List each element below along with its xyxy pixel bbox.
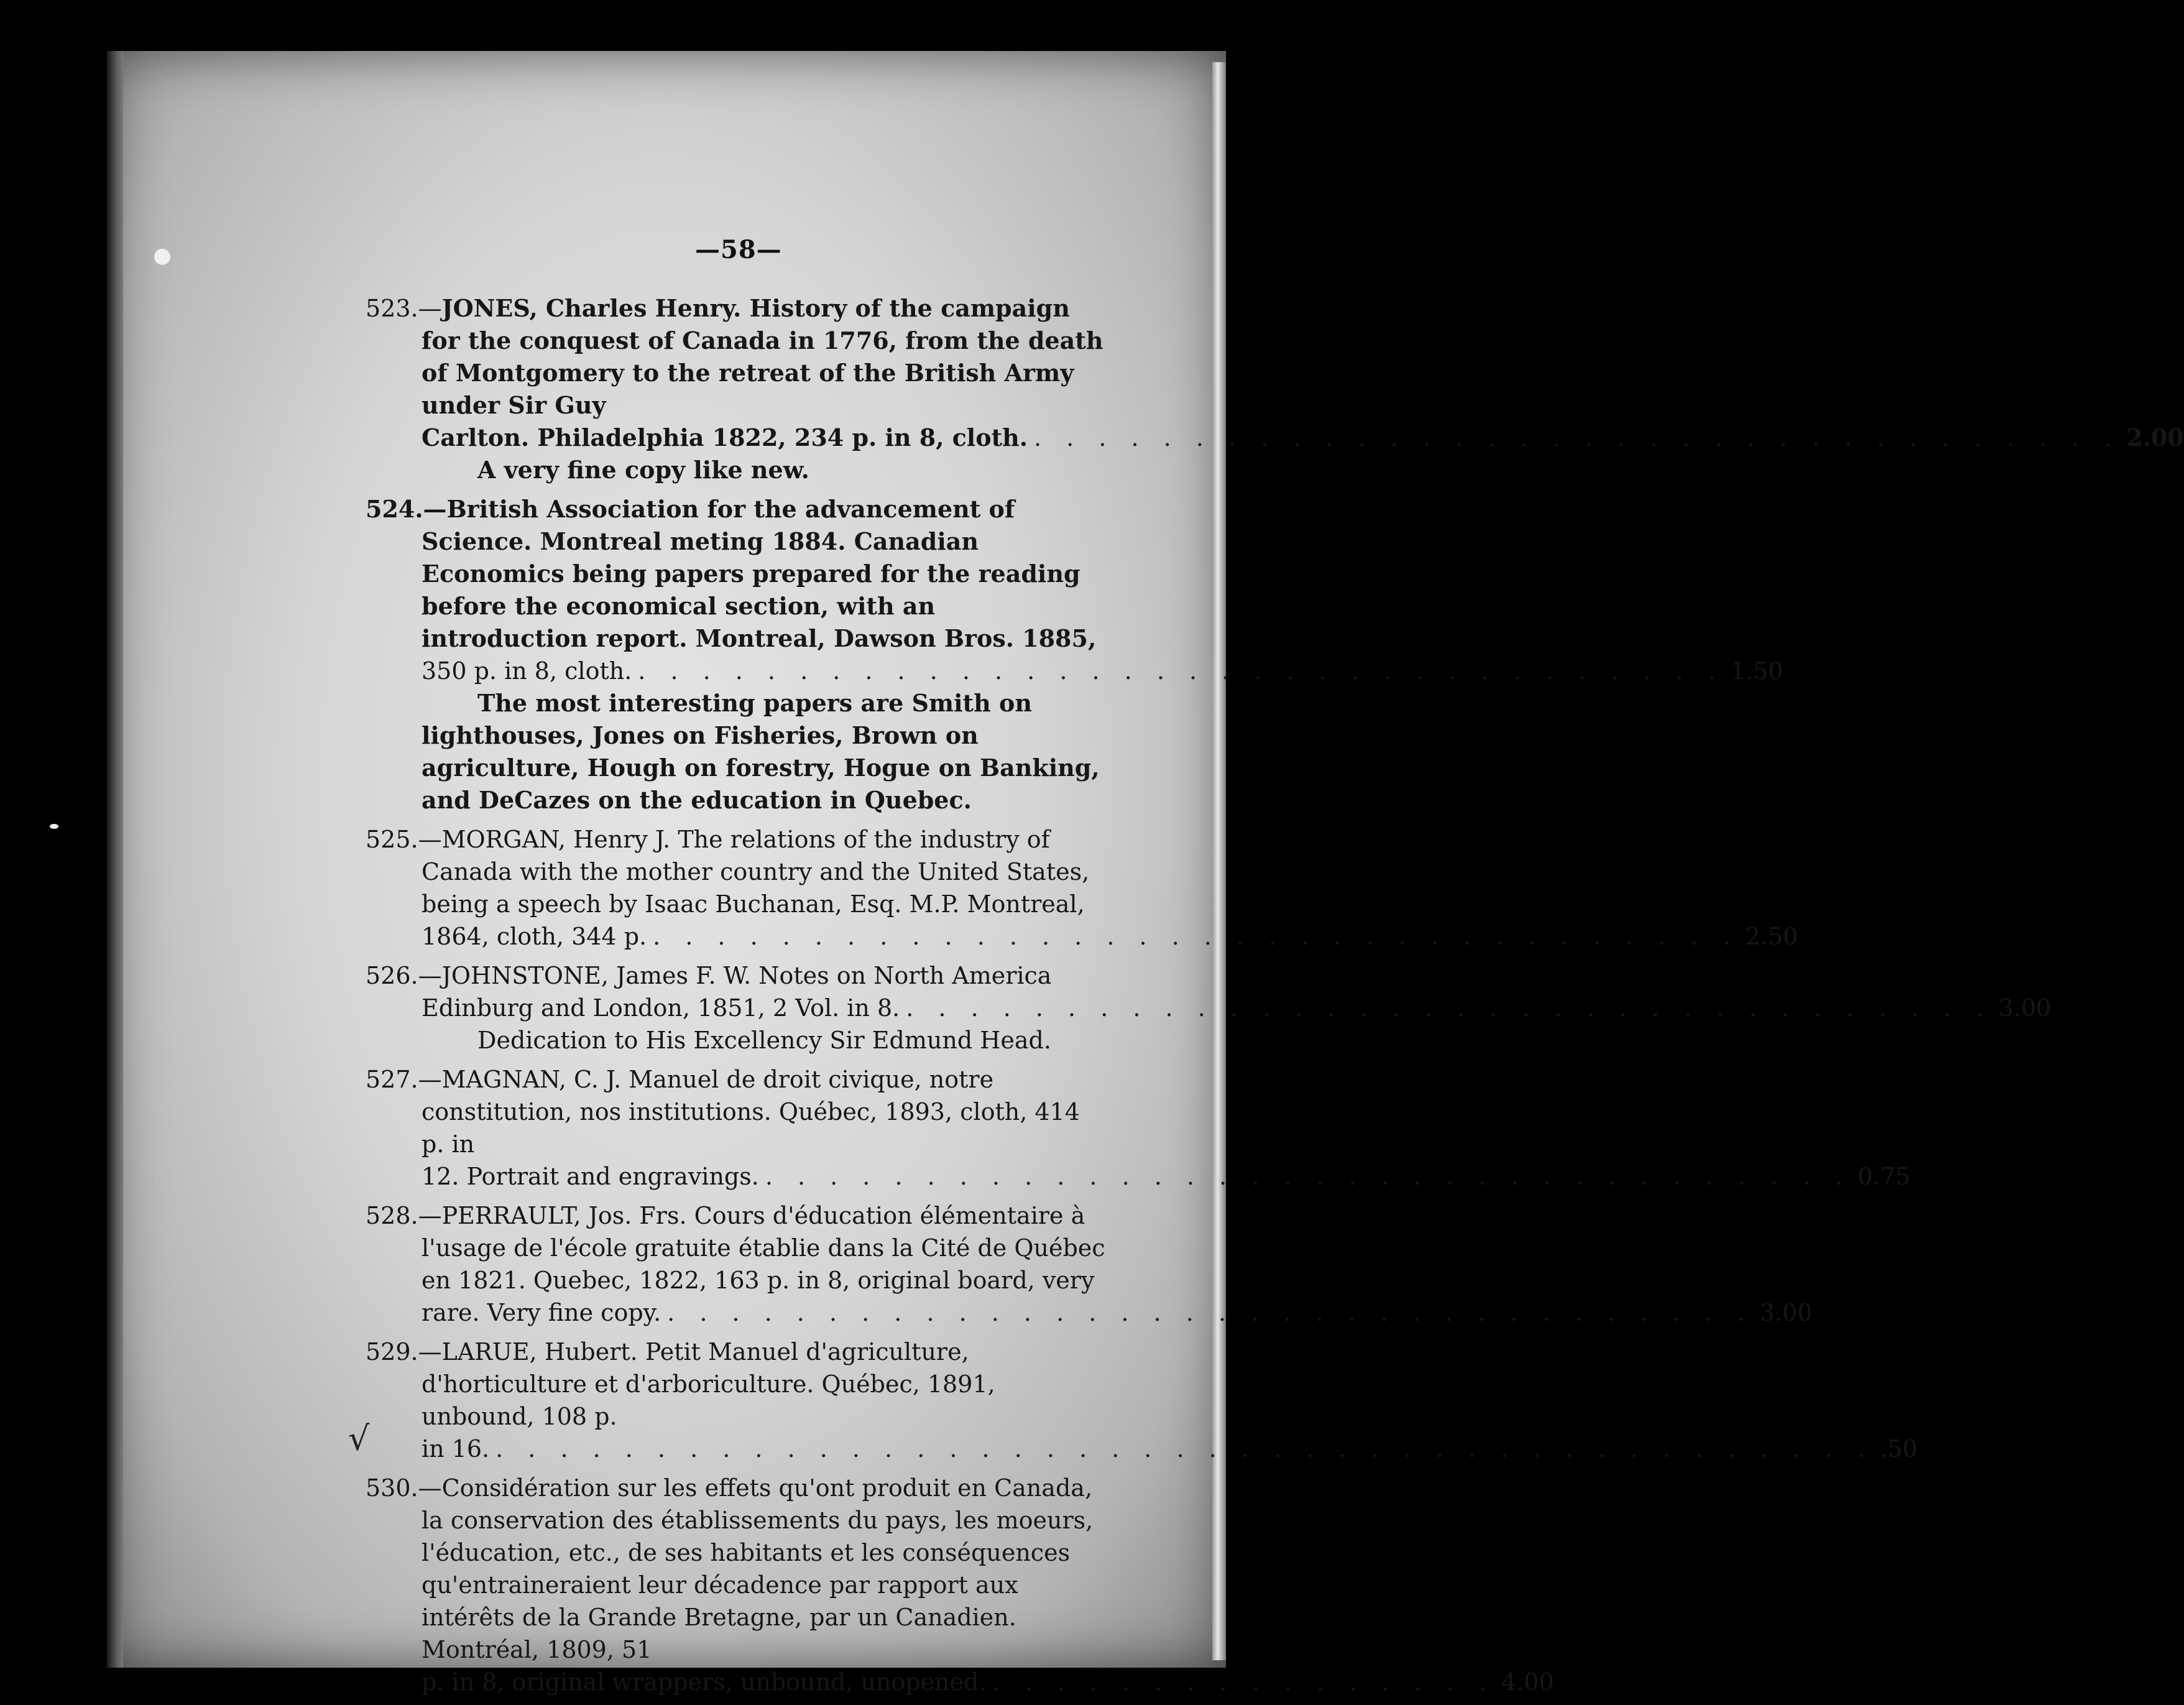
dot-leader: . . . . . . . . . . . . . . . . — [992, 1668, 1495, 1696]
entry-price: 0.75 — [1858, 1163, 1910, 1190]
entry-number: 525.— — [366, 826, 442, 853]
entry-body — [366, 1199, 1109, 1296]
entry-description-end: 1864, cloth, 344 p. — [422, 923, 647, 950]
entry-description-end: 350 p. in 8, cloth. — [422, 657, 632, 685]
catalogue-entry-524 — [366, 493, 1784, 816]
entry-price: 1.50 — [1730, 657, 1784, 685]
entry-description: MORGAN, Henry J. The relations of the industry of Canada with the mother country and the United States, being a speech by Isaac Buchanan, Esq. M.P. Montreal, — [422, 826, 1090, 918]
catalogue-entry-523 — [366, 292, 2184, 486]
dot-leader: . . . . . . . . . . . . . . . . . . . . . . . . . . . . . . . . . . — [1034, 424, 2121, 451]
page-number: —58— — [695, 235, 782, 264]
entry-price-line — [366, 920, 1799, 953]
catalogue-entry-527 — [366, 1063, 1910, 1193]
entry-number: 529.— — [366, 1338, 442, 1365]
entry-price: 3.00 — [1998, 994, 2052, 1022]
entry-price-line — [366, 422, 2184, 454]
entry-description: PERRAULT, Jos. Frs. Cours d'éducation élémentaire à l'usage de l'école gratuite établie dans la Cité de Québec en 1821. Quebec, 1822, 163 p. in 8, original board, very — [422, 1202, 1105, 1294]
entry-number: 527.— — [366, 1066, 442, 1093]
entry-description: Considération sur les effets qu'ont produit en Canada, la conservation des établissements du pays, les moeurs, l'éducation, etc., de ses habitants et les conséquences qu'entraineraient leur décadence par rapport aux intérêts de la Grande Bretagne, par un Canadien. Montréal, 1809, 51 — [422, 1474, 1094, 1663]
dot-leader: . . . . . . . . . . . . . . . . . . . . . . . . . . . . . . . . . . — [667, 1299, 1754, 1326]
entry-description-end: Edinburg and London, 1851, 2 Vol. in 8. — [422, 994, 900, 1022]
entry-description-end: p. in 8, original wrappers, unbound, unopened. — [422, 1668, 987, 1696]
entry-body — [366, 493, 1109, 655]
entry-description: JOHNSTONE, James F. W. Notes on North America — [441, 962, 1052, 989]
scan-speck — [50, 824, 58, 829]
entry-number: 526.— — [366, 962, 442, 989]
entry-price: 3.00 — [1759, 1299, 1813, 1326]
entry-body — [366, 959, 1109, 992]
entry-number: 523.— — [366, 295, 442, 322]
entry-note: Dedication to His Excellency Sir Edmund Head. — [477, 1027, 1051, 1054]
entry-price: 2.00 — [2126, 423, 2184, 451]
entry-description: LARUE, Hubert. Petit Manuel d'agriculture, d'horticulture et d'arboriculture. Québec, 1891, unbound, 108 p. — [422, 1338, 995, 1430]
entry-number: 524.— — [366, 495, 447, 523]
entry-price-line — [366, 655, 1784, 687]
page-gutter-edge — [107, 51, 123, 1668]
entry-body — [366, 1472, 1109, 1666]
entry-number: 530.— — [366, 1474, 442, 1502]
scan-speck — [154, 249, 170, 265]
entry-description: British Association for the advancement of Science. Montreal meting 1884. Canadian Economics being papers prepared for the reading before the economical section, with an introduction report. Montreal, Dawson Bros. 1885, — [422, 495, 1097, 652]
entry-price-line — [366, 1160, 1910, 1193]
entry-note: A very fine copy like new. — [477, 456, 809, 484]
entry-description-end: in 16. — [422, 1435, 490, 1462]
page-outer-edge — [1212, 62, 1226, 1660]
dot-leader: . . . . . . . . . . . . . . . . . . . . . . . . . . . . . . . . . . — [765, 1163, 1852, 1190]
entry-price-line — [366, 1666, 1554, 1698]
dot-leader: . . . . . . . . . . . . . . . . . . . . . . . . . . . . . . . . . . — [906, 994, 1993, 1022]
entry-price: 4.00 — [1501, 1668, 1554, 1696]
catalogue-entry-529 — [366, 1336, 1918, 1465]
entry-description-end: rare. Very fine copy. — [422, 1299, 661, 1326]
entry-description-end: Carlton. Philadelphia 1822, 234 p. in 8, cloth. — [422, 423, 1028, 451]
entry-price: .50 — [1879, 1435, 1918, 1462]
entry-price-line — [366, 992, 2052, 1024]
entry-description: MAGNAN, C. J. Manuel de droit civique, notre constitution, nos institutions. Québec, 1893, cloth, 414 p. in — [422, 1066, 1080, 1158]
entry-body — [366, 823, 1109, 920]
catalogue-entry-525 — [366, 823, 1799, 953]
catalogue-entry-528 — [366, 1199, 1813, 1329]
dot-leader: . . . . . . . . . . . . . . . . . . . . . . . . . . . . . . . . . . . . . . . . . . . — [495, 1435, 1874, 1462]
entry-note: The most interesting papers are Smith on lighthouses, Jones on Fisheries, Brown on agriculture, Hough on forestry, Hogue on Banking, and DeCazes on the education in Quebec. — [422, 689, 1100, 814]
entry-price-line — [366, 1296, 1813, 1329]
entry-body — [366, 1336, 1109, 1433]
dot-leader: . . . . . . . . . . . . . . . . . . . . . . . . . . . . . . . . . . — [638, 657, 1725, 685]
catalogue-entries — [366, 292, 2184, 1705]
margin-check-mark: √ — [348, 1419, 370, 1458]
entry-price: 2.50 — [1745, 923, 1799, 950]
entry-body — [366, 292, 1109, 422]
entry-description: JONES, Charles Henry. History of the campaign for the conquest of Canada in 1776, from the death of Montgomery to the retreat of the British Army under Sir Guy — [422, 294, 1104, 419]
dot-leader: . . . . . . . . . . . . . . . . . . . . . . . . . . . . . . . . . . — [653, 923, 1739, 950]
entry-number: 528.— — [366, 1202, 442, 1229]
catalogue-entry-530 — [366, 1472, 1554, 1698]
entry-price-line — [366, 1433, 1918, 1465]
entry-body — [366, 1063, 1109, 1160]
entry-description-end: 12. Portrait and engravings. — [422, 1163, 759, 1190]
catalogue-entry-526 — [366, 959, 2052, 1056]
